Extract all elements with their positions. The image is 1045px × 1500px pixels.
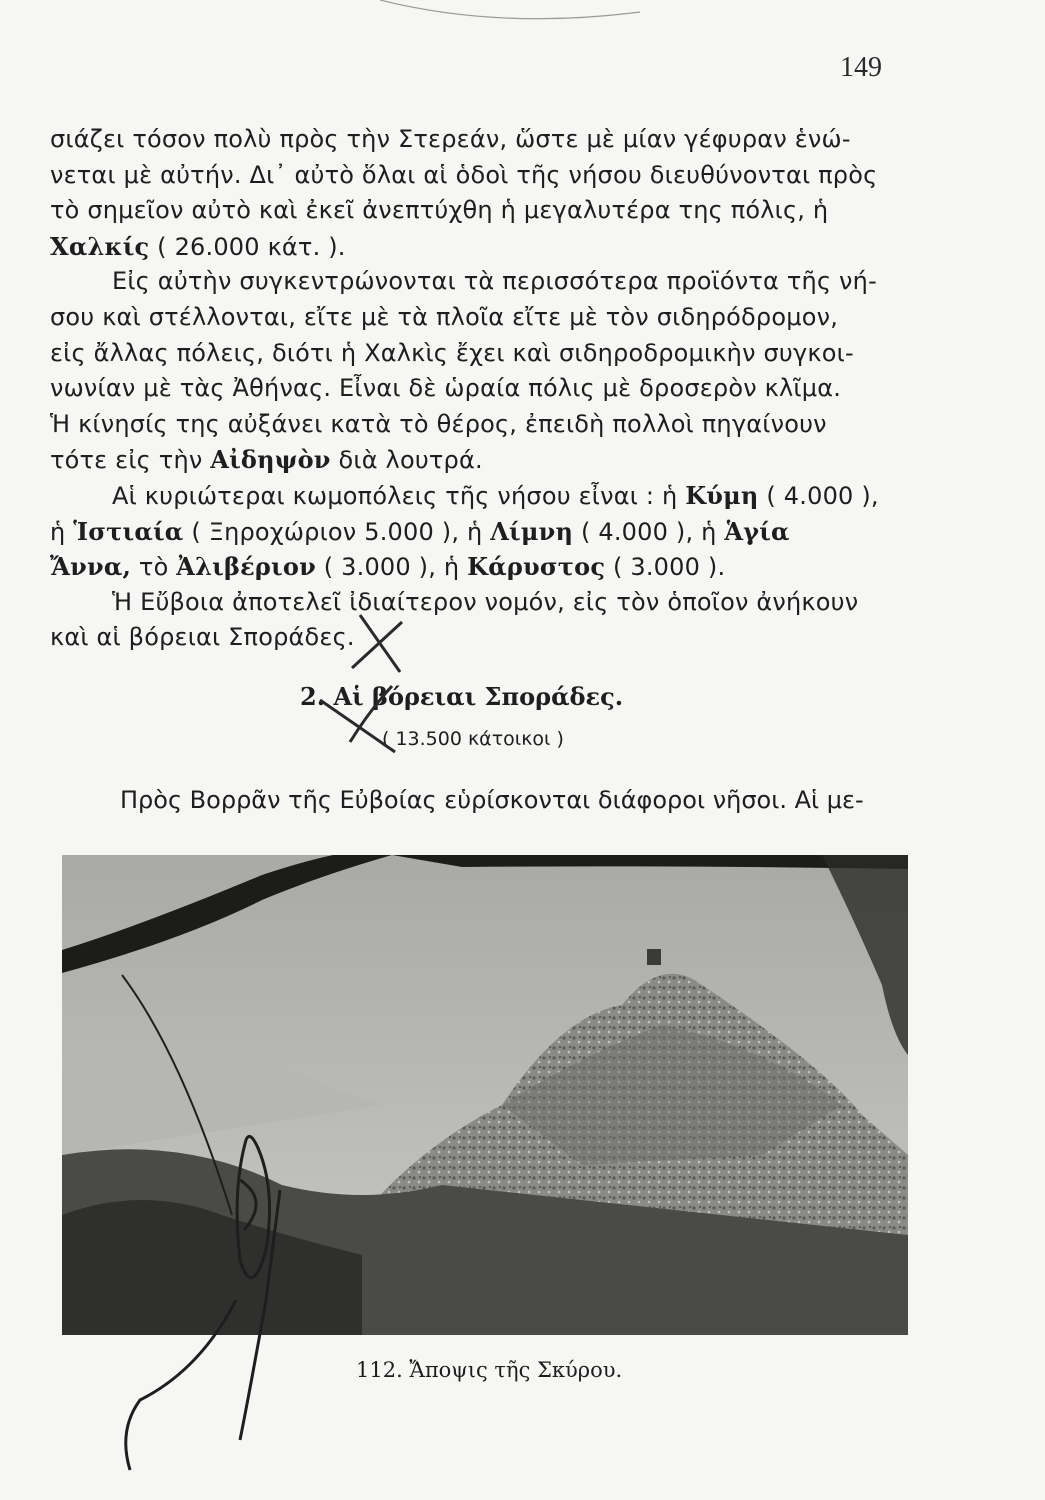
text-line: εἰς ἄλλας πόλεις, διότι ἡ Χαλκὶς ἔχει καὶ σιδηροδρομικὴν συγκοι-: [50, 338, 854, 367]
section-number: 2.: [300, 682, 326, 711]
text-span: ( 4.000 ), ἡ: [573, 517, 725, 546]
place-name: Κάρυστος: [467, 552, 606, 582]
place-name: Ἁγία: [724, 516, 790, 546]
text-line: [50, 478, 900, 514]
place-name: Χαλκίς: [50, 231, 150, 261]
text-span: ( 3.000 ), ἡ: [315, 553, 468, 582]
place-name: Ἀλιβέριον: [176, 552, 316, 582]
text-line: [50, 442, 900, 478]
text-line: σου καὶ στέλλονται, εἴτε μὲ τὰ πλοῖα εἴτε μὲ τὸν σιδηρόδρομον,: [50, 302, 839, 331]
text-line: Εἰς αὐτὴν συγκεντρώνονται τὰ περισσότερα προϊόντα τῆς νή-: [112, 267, 877, 296]
text-line: Ἡ κίνησίς της αὐξάνει κατὰ τὸ θέρος, ἐπειδὴ πολλοὶ πηγαίνουν: [50, 409, 827, 438]
text-line: [50, 229, 900, 265]
text-line: Πρὸς Βορρᾶν τῆς Εὐβοίας εὑρίσκονται διάφοροι νῆσοι. Αἱ με-: [120, 786, 864, 814]
section-heading: [300, 682, 623, 711]
text-line: Ἡ Εὔβοια ἀποτελεῖ ἰδιαίτερον νομόν, εἰς τὸν ὁποῖον ἀνήκουν: [112, 587, 859, 616]
figure-caption: 112. Ἄποψις τῆς Σκύρου.: [356, 1358, 623, 1382]
pencil-stroke: [380, 0, 640, 19]
place-name: Ἄννα,: [50, 552, 132, 582]
text-span: ( Ξηροχώριον 5.000 ), ἡ: [183, 517, 491, 546]
photo-illustration: [62, 855, 908, 1335]
text-span: ( 4.000 ),: [758, 481, 879, 510]
body-text: [50, 122, 900, 656]
page-number: 149: [840, 52, 882, 83]
text-span: ( 3.000 ).: [605, 553, 726, 582]
text-line: [50, 549, 900, 585]
place-name: Ἱστιαία: [73, 516, 184, 546]
section-title: Αἱ βόρειαι Σποράδες.: [333, 682, 624, 711]
text-span: ἡ: [50, 517, 74, 546]
text-span: τότε εἰς τὴν: [50, 446, 211, 475]
place-name: Λίμνη: [490, 516, 574, 546]
text-line: [50, 514, 900, 550]
place-name: Αἰδηψὸν: [210, 445, 331, 475]
photo-skyros: [62, 855, 908, 1335]
text-span: διὰ λουτρά.: [330, 446, 483, 475]
text-line: καὶ αἱ βόρειαι Σποράδες.: [50, 623, 355, 652]
section-subtitle: ( 13.500 κάτοικοι ): [382, 728, 564, 750]
text-span: Αἱ κυριώτεραι κωμοπόλεις τῆς νήσου εἶναι : ἡ: [112, 481, 686, 510]
text-line: τὸ σημεῖον αὐτὸ καὶ ἐκεῖ ἀνεπτύχθη ἡ μεγαλυτέρα της πόλις, ἡ: [50, 196, 829, 225]
text-span: τὸ: [131, 553, 177, 582]
text-line: σιάζει τόσον πολὺ πρὸς τὴν Στερεάν, ὥστε μὲ μίαν γέφυραν ἑνώ-: [50, 125, 851, 153]
text-line: νωνίαν μὲ τὰς Ἀθήνας. Εἶναι δὲ ὡραία πόλις μὲ δροσερὸν κλῖμα.: [50, 374, 842, 403]
text-span: ( 26.000 κάτ. ).: [149, 232, 346, 261]
text-line: νεται μὲ αὐτήν. Δι᾽ αὐτὸ ὅλαι αἱ ὁδοὶ τῆς νήσου διευθύνονται πρὸς: [50, 160, 878, 189]
place-name: Κύμη: [685, 480, 759, 510]
